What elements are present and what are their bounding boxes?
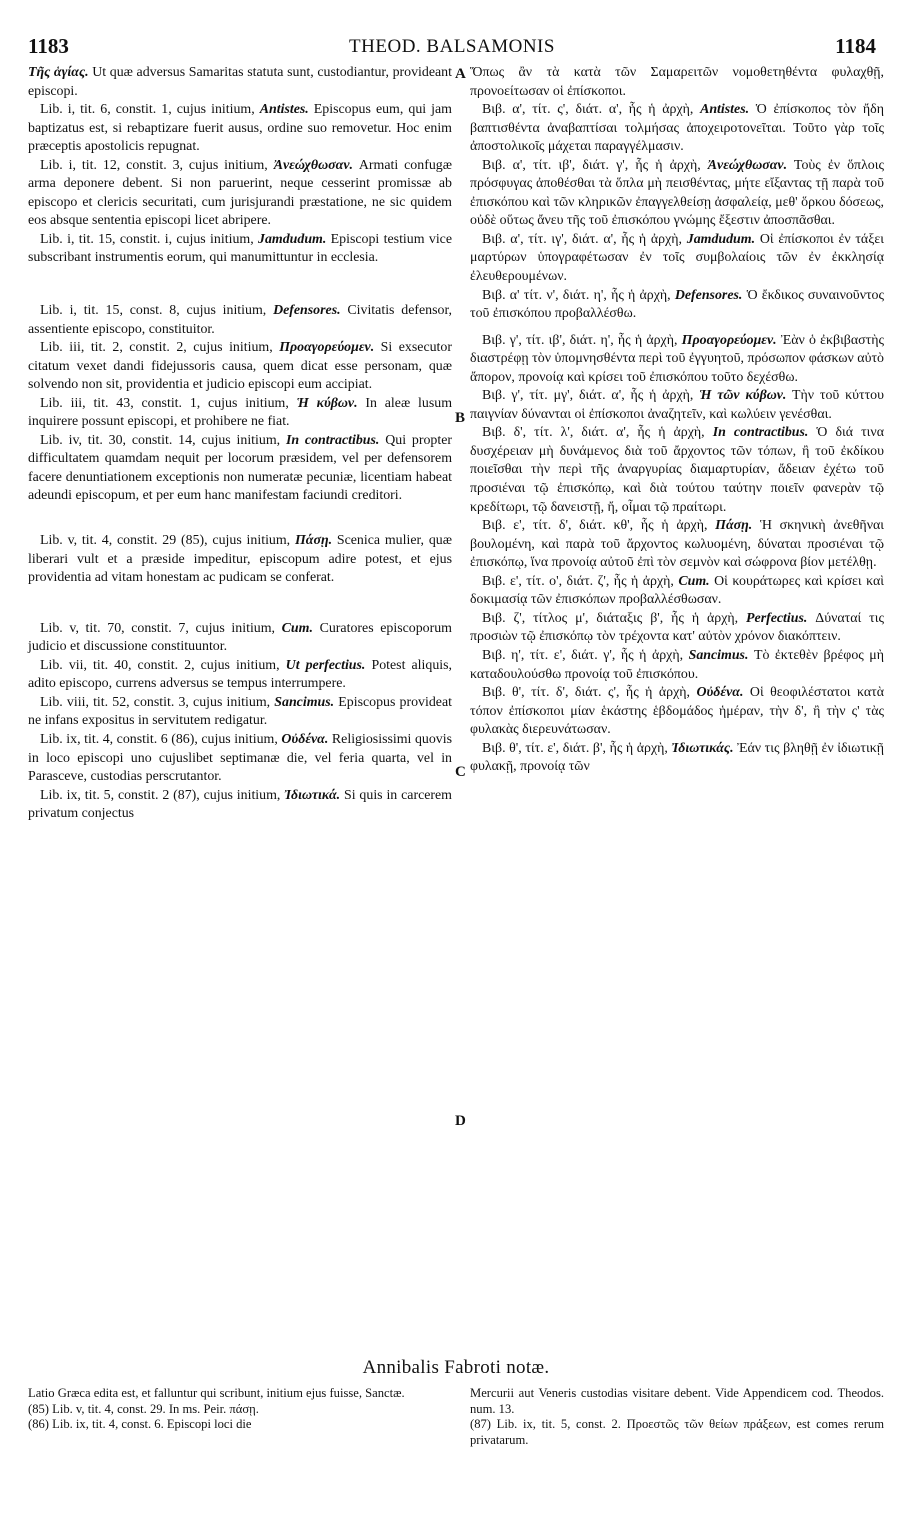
latin-paragraph: Lib. iv, tit. 30, constit. 14, cujus initium, In contractibus. Qui propter difficultatem quamdam nequit per locorum præsidem, vel per defensorem facere denuntiationem exceptionis non numeratæ pecuniæ, licentiam habeat adeundi episcopum, et per eum hanc manifestam faciundi creditori.: [28, 432, 452, 504]
latin-paragraph: Lib. v, tit. 4, constit. 29 (85), cujus initium, Πάσῃ. Scenica mulier, quæ liberari vult et a præside impeditur, episcopum adire potest, et ejus providentia ad vitam honestam ac pudicam se conferat.: [28, 533, 452, 586]
greek-paragraph: Ὅπως ἂν τὰ κατὰ τῶν Σαμαρειτῶν νομοθετηθέντα φυλαχθῇ, προνοείτωσαν οἱ ἐπίσκοποι.: [470, 65, 884, 99]
greek-paragraph: Βιβ. θ', τίτ. ε', διάτ. β', ἧς ἡ ἀρχὴ, Ἰδιωτικάς. Ἐάν τις βληθῇ ἐν ἰδιωτικῇ φυλακῇ, προνοίᾳ τῶν: [470, 740, 884, 775]
latin-column: [28, 64, 452, 824]
greek-paragraph: Βιβ. γ', τίτ. ιβ', διάτ. η', ἧς ἡ ἀρχὴ, Προαγορεύομεν. Ἐὰν ὁ ἐκβιβαστὴς διαστρέφῃ τὸν ὑπομνησθέντα περὶ τοῦ ἐγγυητοῦ, πρόσωπον φάσκων αὐτὸ ἄπορον, προνοίᾳ καὶ κρίσει τοῦ ἐπισκόπου τοῦτο δεχέσθω.: [470, 332, 884, 385]
note-item: (86) Lib. ix, tit. 4, const. 6. Episcopi loci die: [28, 1417, 252, 1431]
latin-paragraph: Lib. iii, tit. 2, constit. 2, cujus initium, Προαγορεύομεν. Si exsecutor citatum vexet dandi fidejussoris causa, quem dicat esse personam, quæ solvendo non sit, providentia et judicio episcopi eum accipiat.: [28, 340, 452, 393]
latin-paragraph: Lib. vii, tit. 40, constit. 2, cujus initium, Ut perfectius. Potest aliquis, adito episcopo, currens adversus se tempus interrumpere.: [28, 657, 452, 692]
note-item: (85) Lib. v, tit. 4, const. 29. In ms. Peir. πάσῃ.: [28, 1401, 259, 1416]
greek-paragraph: Βιβ. ε', τίτ. δ', διάτ. κθ', ἧς ἡ ἀρχὴ, Πάσῃ. Ἡ σκηνικὴ ἀνεθῆναι βουλομένη, καὶ παρὰ τοῦ ἄρχοντος κωλυομένη, δύναται προσιέναι τῷ ἐπισκόπῳ, ἵνα προνοίᾳ αὐτοῦ ἐπὶ τὸν σεμνὸν καὶ σώφρονα βίον μετέλθῃ.: [470, 518, 884, 571]
greek-paragraph: Βιβ. α', τίτ. ιγ', διάτ. α', ἧς ἡ ἀρχὴ, Jamdudum. Οἱ ἐπίσκοποι ἐν τάξει μαρτύρων ὑπογραφέτωσαν ἐν τοῖς συμβολαίοις τῶν ἐν ἐκκλησίᾳ ἐλευθερουμένων.: [470, 231, 884, 285]
note-item: Latio Græca edita est, et falluntur qui scribunt, initium ejus fuisse, Sanctæ.: [28, 1386, 405, 1400]
greek-column: [470, 64, 884, 777]
notes-title: Annibalis Fabroti notæ.: [362, 1357, 550, 1378]
latin-paragraph: Lib. iii, tit. 43, constit. 1, cujus initium, Ἡ κύβων. In aleæ lusum inquirere possunt episcopi, et prohibere ne fiat.: [28, 395, 452, 430]
greek-paragraph: Βιβ. δ', τίτ. λ', διάτ. α', ἧς ἡ ἀρχὴ, In contractibus. Ὁ διά τινα δυσχέρειαν μὴ δυνάμενος διὰ τοῦ ἄρχοντος τῶν τόπων, ἢ τοῦ ἐκδίκου ποιεῖσθαι τὴν περὶ τῆς ἀναργυρίας διαμαρτυρίαν, ἄδειαν ἐχέτω τοῦ προσιέναι τῷ ἐπισκόπῳ, καὶ διὰ τούτου ταύτην ποιεῖν φανερὰν τῷ κρεδίτωρι, τῷ δανειστῇ, ἤ, οἶμαι τῷ πραίτωρι.: [470, 425, 884, 515]
greek-paragraph: Βιβ. α' τίτ. ν', διάτ. η', ἧς ἡ ἀρχὴ, Defensores. Ὁ ἔκδικος συναινοῦντος τοῦ ἐπισκόπου προβαλλέσθω.: [470, 287, 884, 322]
notes-right-column: [470, 1386, 884, 1448]
notes-left-column: [28, 1386, 452, 1433]
column-marker-c: C: [455, 764, 466, 780]
note-item: (87) Lib. ix, tit. 5, const. 2. Προεστῶς τῶν θείων πράξεων, est comes rerum privatarum.: [470, 1417, 884, 1447]
latin-paragraph: Lib. i, tit. 12, constit. 3, cujus initium, Ἀνεώχθωσαν. Armati confugæ arma deponere debent. Si non paruerint, neque cesserint promissæ ab episcopo et clericis securitati, cum jurisjurandi præstatione, ne sic quidem eos absque sententia episcopi licet abripere.: [28, 157, 452, 229]
page-number-left: 1183: [28, 34, 69, 58]
column-marker-a: A: [455, 66, 466, 82]
latin-paragraph: Lib. i, tit. 15, const. 8, cujus initium, Defensores. Civitatis defensor, assentiente episcopo, constituitor.: [28, 303, 452, 337]
greek-paragraph: Βιβ. ε', τίτ. ο', διάτ. ζ', ἧς ἡ ἀρχὴ, Cum. Οἱ κουράτωρες καὶ κρίσει καὶ δοκιμασίᾳ τῶν ἐπισκόπων προβαλλέσθωσαν.: [470, 573, 884, 608]
column-marker-b: B: [455, 410, 466, 426]
latin-paragraph: Lib. i, tit. 15, constit. i, cujus initium, Jamdudum. Episcopi testium vice subscribant instrumentis eorum, qui manumittuntur in ecclesia.: [28, 231, 453, 266]
latin-paragraph: Lib. viii, tit. 52, constit. 3, cujus initium, Sancimus. Episcopus provideat ne infans expositus in servitutem redigatur.: [28, 694, 452, 729]
greek-paragraph: Βιβ. α', τίτ. ς', διάτ. α', ἧς ἡ ἀρχὴ, Antistes. Ὁ ἐπίσκοπος τὸν ἤδη βαπτισθέντα ἀναβαπτίσαι τολμήσας ἀποχειροτονεῖται. Τοῦτο γὰρ τοῖς ἀποστολικοῖς μάχεται παραγγέλμασιν.: [470, 102, 884, 155]
greek-paragraph: Βιβ. θ', τίτ. δ', διάτ. ς', ἧς ἡ ἀρχὴ, Οὐδένα. Οἱ θεοφιλέστατοι κατὰ τόπον ἐπίσκοποι μίαν ἑκάστης ἑβδομάδος ἡμέραν, τὴν δ', ἢ τὴν ς' τὰς φυλακὰς διερευνάτωσαν.: [470, 685, 884, 738]
running-title: THEOD. BALSAMONIS: [349, 36, 555, 57]
note-item: Mercurii aut Veneris custodias visitare debent. Vide Appendicem cod. Theodos. num. 13.: [470, 1386, 884, 1416]
greek-paragraph: Βιβ. ζ', τίτλος μ', διάταξις β', ἧς ἡ ἀρχὴ, Perfectius. Δύναταί τις προσιὼν τῷ ἐπισκόπῳ τὸν τρέχοντα κατ' αὐτὸν χρόνον διακόπτειν.: [470, 610, 885, 645]
latin-paragraph: Lib. v, tit. 70, constit. 7, cujus initium, Cum. Curatores episcoporum judicio et discussione constituuntor.: [28, 620, 452, 655]
greek-paragraph: Βιβ. η', τίτ. ε', διάτ. γ', ἧς ἡ ἀρχὴ, Sancimus. Τὸ ἐκτεθὲν βρέφος μὴ καταδουλούσθω προνοίᾳ τοῦ ἐπισκόπου.: [470, 647, 885, 682]
latin-paragraph: Lib. ix, tit. 5, constit. 2 (87), cujus initium, Ἰδιωτικά. Si quis in carcerem privatum conjectus: [28, 787, 452, 822]
latin-paragraph: Τῆς ἁγίας. Ut quæ adversus Samaritas statuta sunt, custodiantur, provideant episcopi.: [28, 65, 452, 99]
column-marker-d: D: [455, 1113, 466, 1129]
greek-paragraph: Βιβ. α', τίτ. ιβ', διάτ. γ', ἧς ἡ ἀρχὴ, Ἀνεώχθωσαν. Τοὺς ἐν ὅπλοις πρόσφυγας ἀποθέσθαι τὰ ὅπλα μὴ πεισθέντας, μήτε εἴξαντας τῇ παρὰ τοῦ ἐπισκόπου καὶ τῶν κληρικῶν ἐπαγγελθείσῃ ἀσφαλείᾳ, μεθ' ὅρκου δόσεως, οὐδὲ οὕτως ἄνευ τῆς τοῦ ἐπισκόπου γνώμης ἔξεστιν ἀποσπᾶσθαι.: [470, 157, 884, 229]
page-header: [28, 34, 876, 62]
page-number-right: 1184: [835, 34, 876, 58]
latin-paragraph: Lib. ix, tit. 4, constit. 6 (86), cujus initium, Οὐδένα. Religiosissimi quovis in loco episcopi uno cujuslibet septimanæ die, vel feria quarta, vel in Parasceve, custodias perscrutantor.: [28, 731, 452, 785]
greek-paragraph: Βιβ. γ', τίτ. μγ', διάτ. α', ἧς ἡ ἀρχὴ, Ἡ τῶν κύβων. Τὴν τοῦ κύττου παιγνίαν δύνανται οἱ ἐπίσκοποι ἀναζητεῖν, καὶ κωλύειν γενέσθαι.: [470, 388, 884, 422]
latin-paragraph: Lib. i, tit. 6, constit. 1, cujus initium, Antistes. Episcopus eum, qui jam baptizatus est, si rebaptizare fuerit ausus, ordine suo removetur. Hoc enim præceptis apostolicis repugnat.: [28, 102, 452, 155]
